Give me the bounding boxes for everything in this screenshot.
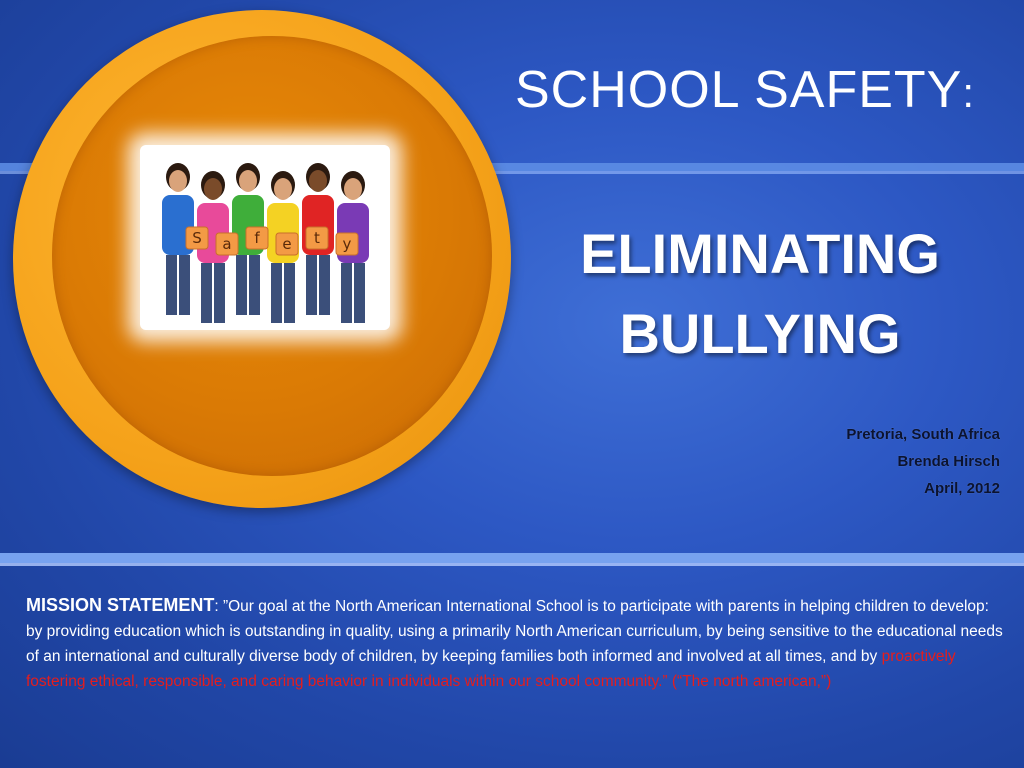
child-leg (271, 263, 282, 323)
child-face (309, 170, 327, 192)
mission-statement (26, 593, 1004, 694)
letter-block-text: e (282, 235, 292, 253)
mission-text: ”Our goal at the North American International School is to participate with parents in helping children to develop: by providing education which is outstanding in quality, using a primarily North American curriculum, by being sensitive to the educational needs of an international and culturally diverse body of children, by keeping families both informed and involved at all times, and by (26, 598, 1003, 665)
meta-location: Pretoria, South Africa (846, 426, 1000, 443)
child-face (169, 170, 187, 192)
child-leg (284, 263, 295, 323)
letter-block-text: y (342, 235, 352, 253)
title-school-safety: SCHOOL SAFETY (514, 61, 963, 119)
child-leg (319, 255, 330, 315)
title-colon: : (962, 69, 976, 116)
child-leg (354, 263, 365, 323)
child-leg (236, 255, 247, 315)
meta-date: April, 2012 (924, 480, 1000, 497)
letter-block-text: t (314, 229, 320, 247)
child-face (239, 170, 257, 192)
subtitle-line-eliminating: ELIMINATING (580, 222, 940, 285)
slide-title (490, 60, 1000, 120)
letter-block-text: S (192, 229, 202, 247)
children-illustration (140, 145, 390, 330)
mission-label: MISSION STATEMENT (26, 595, 215, 615)
child-leg (214, 263, 225, 323)
slide-subtitle (510, 214, 1010, 374)
letter-block-text: f (254, 229, 260, 247)
subtitle-line-bullying: BULLYING (619, 302, 901, 365)
child-leg (306, 255, 317, 315)
child-face (344, 178, 362, 200)
child-face (204, 178, 222, 200)
child-leg (179, 255, 190, 315)
safety-children-photo (140, 145, 390, 330)
child-leg (341, 263, 352, 323)
mission-highlight: proactively fostering ethical, responsible, and caring behavior in individuals within our school community.” (“The north american,”) (26, 648, 956, 690)
bottom-divider-highlight (0, 563, 1024, 566)
child-leg (166, 255, 177, 315)
mission-colon: : (214, 598, 223, 615)
presentation-meta (846, 421, 1000, 502)
letter-block-text: a (222, 235, 232, 253)
meta-author: Brenda Hirsch (897, 453, 1000, 470)
child-leg (249, 255, 260, 315)
child-leg (201, 263, 212, 323)
child-face (274, 178, 292, 200)
bottom-divider (0, 553, 1024, 563)
